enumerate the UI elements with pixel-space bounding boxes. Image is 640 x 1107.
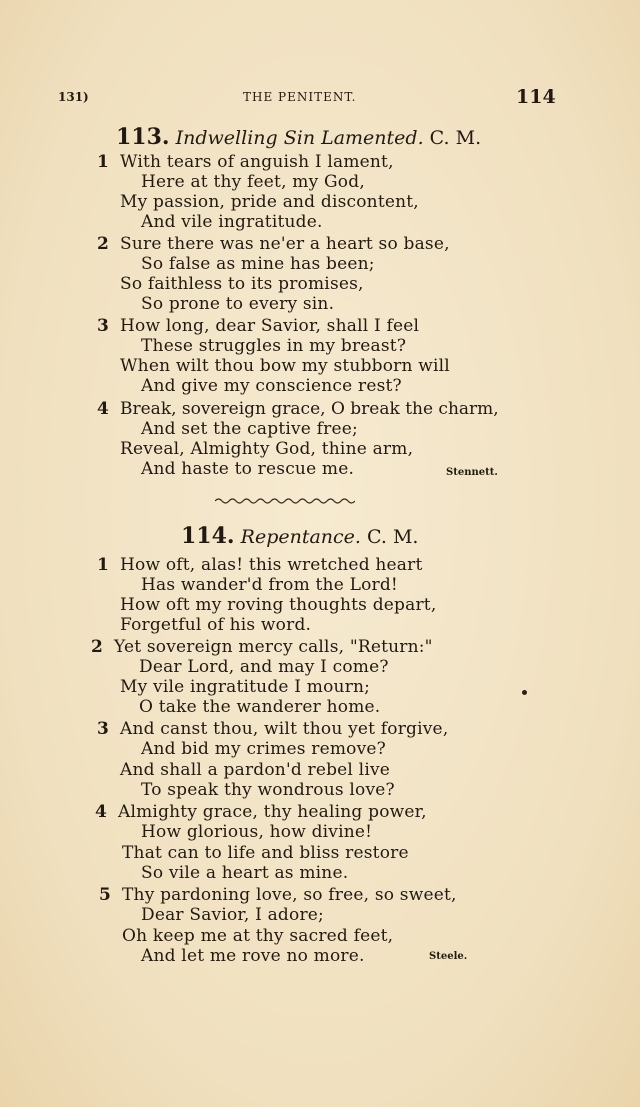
verse-line: Dear Savior, I adore;: [141, 905, 324, 925]
verse-line: Here at thy feet, my God,: [141, 172, 365, 192]
header-hymn-number: 114: [516, 86, 556, 108]
verse-number: 2: [97, 234, 109, 254]
verse-line: How glorious, how divine!: [141, 822, 373, 842]
verse-line: Has wander'd from the Lord!: [141, 575, 398, 595]
verse-line: Break, sovereign grace, O break the charm,: [120, 399, 499, 419]
verse-line: With tears of anguish I lament,: [120, 152, 394, 172]
verse-line: Forgetful of his word.: [120, 615, 312, 635]
verse-number: 5: [99, 885, 111, 905]
hymn-114-title: [181, 523, 418, 549]
verse-line: So faithless to its promises,: [120, 274, 364, 294]
verse-line: Sure there was ne'er a heart so base,: [120, 234, 450, 254]
verse-line: So prone to every sin.: [141, 294, 335, 314]
verse-line: And haste to rescue me.: [141, 459, 355, 479]
verse-line: And shall a pardon'd rebel live: [120, 760, 391, 780]
section-divider: [215, 496, 355, 506]
hymn-114-meter: C. M.: [367, 526, 419, 548]
verse-number: 4: [95, 802, 107, 822]
verse-number: 1: [97, 555, 109, 575]
verse-line: My vile ingratitude I mourn;: [120, 677, 371, 697]
verse-number: 1: [97, 152, 109, 172]
hymn-114-number: 114.: [181, 523, 235, 549]
running-header: [0, 86, 640, 110]
hymn-113-title: [116, 124, 481, 150]
verse-number: 3: [97, 316, 109, 336]
header-section-title: THE PENITENT.: [243, 90, 357, 104]
verse-line: How oft my roving thoughts depart,: [120, 595, 437, 615]
verse-line: And vile ingratitude.: [141, 212, 323, 232]
ink-speck: [522, 690, 527, 695]
verse-line: So false as mine has been;: [141, 254, 375, 274]
hymn-113-name: Indwelling Sin Lamented.: [175, 127, 424, 149]
verse-number: 2: [91, 637, 103, 657]
verse-line: Oh keep me at thy sacred feet,: [122, 926, 394, 946]
hymn-114-author: Steele.: [429, 951, 468, 962]
verse-number: 4: [97, 399, 109, 419]
verse-line: And set the captive free;: [141, 419, 358, 439]
verse-line: When wilt thou bow my stubborn will: [120, 356, 450, 376]
verse-line: That can to life and bliss restore: [122, 843, 409, 863]
hymn-113-meter: C. M.: [429, 127, 482, 149]
verse-line: And canst thou, wilt thou yet forgive,: [120, 719, 449, 739]
hymn-113-number: 113.: [116, 124, 170, 150]
header-page-ref: 131): [58, 90, 89, 104]
verse-line: O take the wanderer home.: [139, 697, 381, 717]
verse-line: Thy pardoning love, so free, so sweet,: [122, 885, 457, 905]
hymn-113-author: Stennett.: [446, 467, 498, 478]
verse-line: How oft, alas! this wretched heart: [120, 555, 423, 575]
verse-line: So vile a heart as mine.: [141, 863, 349, 883]
verse-line: My passion, pride and discontent,: [120, 192, 419, 212]
verse-line: Almighty grace, thy healing power,: [118, 802, 427, 822]
verse-line: To speak thy wondrous love?: [141, 780, 395, 800]
verse-number: 3: [97, 719, 109, 739]
hymn-114-name: Repentance.: [240, 526, 361, 548]
verse-line: How long, dear Savior, shall I feel: [120, 316, 420, 336]
verse-line: Reveal, Almighty God, thine arm,: [120, 439, 414, 459]
verse-line: And bid my crimes remove?: [141, 739, 386, 759]
verse-line: Yet sovereign mercy calls, "Return:": [114, 637, 433, 657]
verse-line: These struggles in my breast?: [141, 336, 407, 356]
verse-line: And let me rove no more.: [141, 946, 365, 966]
verse-line: And give my conscience rest?: [141, 376, 402, 396]
verse-line: Dear Lord, and may I come?: [139, 657, 389, 677]
